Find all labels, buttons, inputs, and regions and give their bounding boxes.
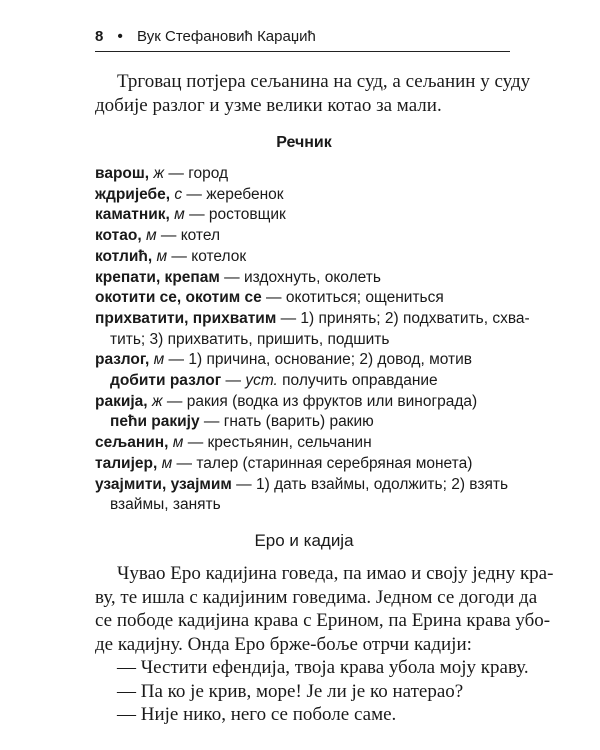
glossary-title: Речник	[276, 134, 332, 151]
definition: — город	[164, 165, 229, 182]
glossary-entry	[95, 350, 515, 371]
dialogue-line: — Честити ефендија, твоја крава убола моју краву.	[117, 657, 529, 678]
definition: — ракия (водка из фруктов или винограда)	[162, 392, 478, 410]
glossary-subentry	[95, 371, 515, 392]
glossary-entry	[95, 268, 515, 289]
definition: — жеребенок	[182, 185, 284, 203]
running-header	[95, 28, 510, 52]
term: крепати, крепам	[95, 268, 220, 286]
part-of-speech: м	[145, 227, 157, 245]
definition: — 1) дать взаймы, одолжить; 2) взять	[231, 475, 509, 493]
intro-paragraph	[95, 70, 531, 118]
term: варош,	[95, 165, 150, 182]
dash: —	[221, 372, 246, 390]
term: сељанин,	[95, 434, 169, 452]
term: узајмити, узајмим	[95, 475, 232, 493]
text-line: Трговац потјера сељанина на суд, а сељанин у суду	[117, 71, 531, 92]
glossary-continuation: тить; 3) прихватить, пришить, подшить	[110, 330, 390, 348]
story-paragraph	[95, 562, 554, 727]
definition: — 1) принять; 2) подхватить, схва-	[276, 309, 530, 327]
story-title: Еро и кадија	[254, 531, 354, 550]
glossary-entry	[95, 392, 515, 413]
glossary-entry	[95, 205, 515, 226]
definition: — котелок	[167, 247, 247, 265]
glossary-entry	[95, 454, 515, 475]
subterm: добити разлог	[110, 372, 222, 390]
part-of-speech: ж	[153, 165, 165, 182]
text-line: де кадијну. Онда Еро брже-боље отрчи кадији:	[95, 633, 472, 655]
term: окотити се, окотим се	[95, 289, 262, 307]
dialogue-line: — Није нико, него се поболе саме.	[117, 704, 397, 725]
text-line: ву, те ишла с кадијиним говедима. Једном се догоди да	[95, 586, 538, 608]
glossary-entry	[95, 247, 515, 268]
usage-label: уст.	[245, 372, 278, 390]
term: котао,	[95, 227, 142, 245]
definition: — котел	[156, 227, 221, 245]
term: каматник,	[95, 206, 170, 224]
glossary-entry	[95, 433, 515, 454]
text-line: добије разлог и узме велики котао за мали.	[95, 95, 442, 116]
definition: — гнать (варить) ракию	[199, 413, 374, 431]
part-of-speech: м	[156, 247, 168, 265]
subterm: пећи ракију	[110, 413, 200, 431]
text-line: се пободе кадијина крава с Ерином, па Ерина крава убо-	[95, 610, 551, 631]
term: ждријебе,	[95, 185, 171, 203]
glossary-entry	[95, 164, 515, 185]
glossary-entry	[95, 185, 515, 206]
definition: получить оправдание	[277, 372, 438, 390]
definition: — издохнуть, околеть	[219, 268, 381, 286]
glossary-entry	[95, 226, 515, 247]
definition: — крестьянин, сельчанин	[183, 434, 372, 452]
dialogue-line: — Па ко је крив, море! Је ли је ко натерао?	[117, 680, 464, 702]
definition: — окотиться; ощениться	[261, 289, 444, 307]
glossary-entry	[95, 288, 515, 309]
term: разлог,	[95, 351, 150, 369]
part-of-speech: м	[174, 206, 185, 224]
term: талијер,	[95, 454, 158, 472]
text-line: Чувао Еро кадијина говеда, па имао и своју једну кра-	[117, 563, 554, 584]
term: прихватити, прихватим	[95, 309, 277, 327]
term: ракија,	[95, 392, 148, 410]
part-of-speech: м	[172, 434, 184, 452]
definition: — талер (старинная серебряная монета)	[172, 454, 473, 472]
term: котлић,	[95, 247, 153, 265]
glossary-subentry	[95, 412, 515, 433]
header-separator: •	[117, 28, 123, 45]
definition: — ростовщик	[184, 206, 286, 224]
definition: — 1) причина, основание; 2) довод, мотив	[164, 351, 473, 369]
glossary-entry	[95, 309, 530, 330]
page-number: 8	[95, 28, 104, 45]
author-name: Вук Стефановић Караџић	[136, 28, 316, 45]
part-of-speech: с	[174, 185, 183, 203]
glossary-list	[95, 164, 530, 516]
part-of-speech: м	[153, 351, 165, 369]
glossary-entry	[95, 475, 515, 496]
part-of-speech: м	[161, 454, 173, 472]
part-of-speech: ж	[151, 392, 163, 410]
glossary-continuation: взаймы, занять	[110, 496, 221, 514]
